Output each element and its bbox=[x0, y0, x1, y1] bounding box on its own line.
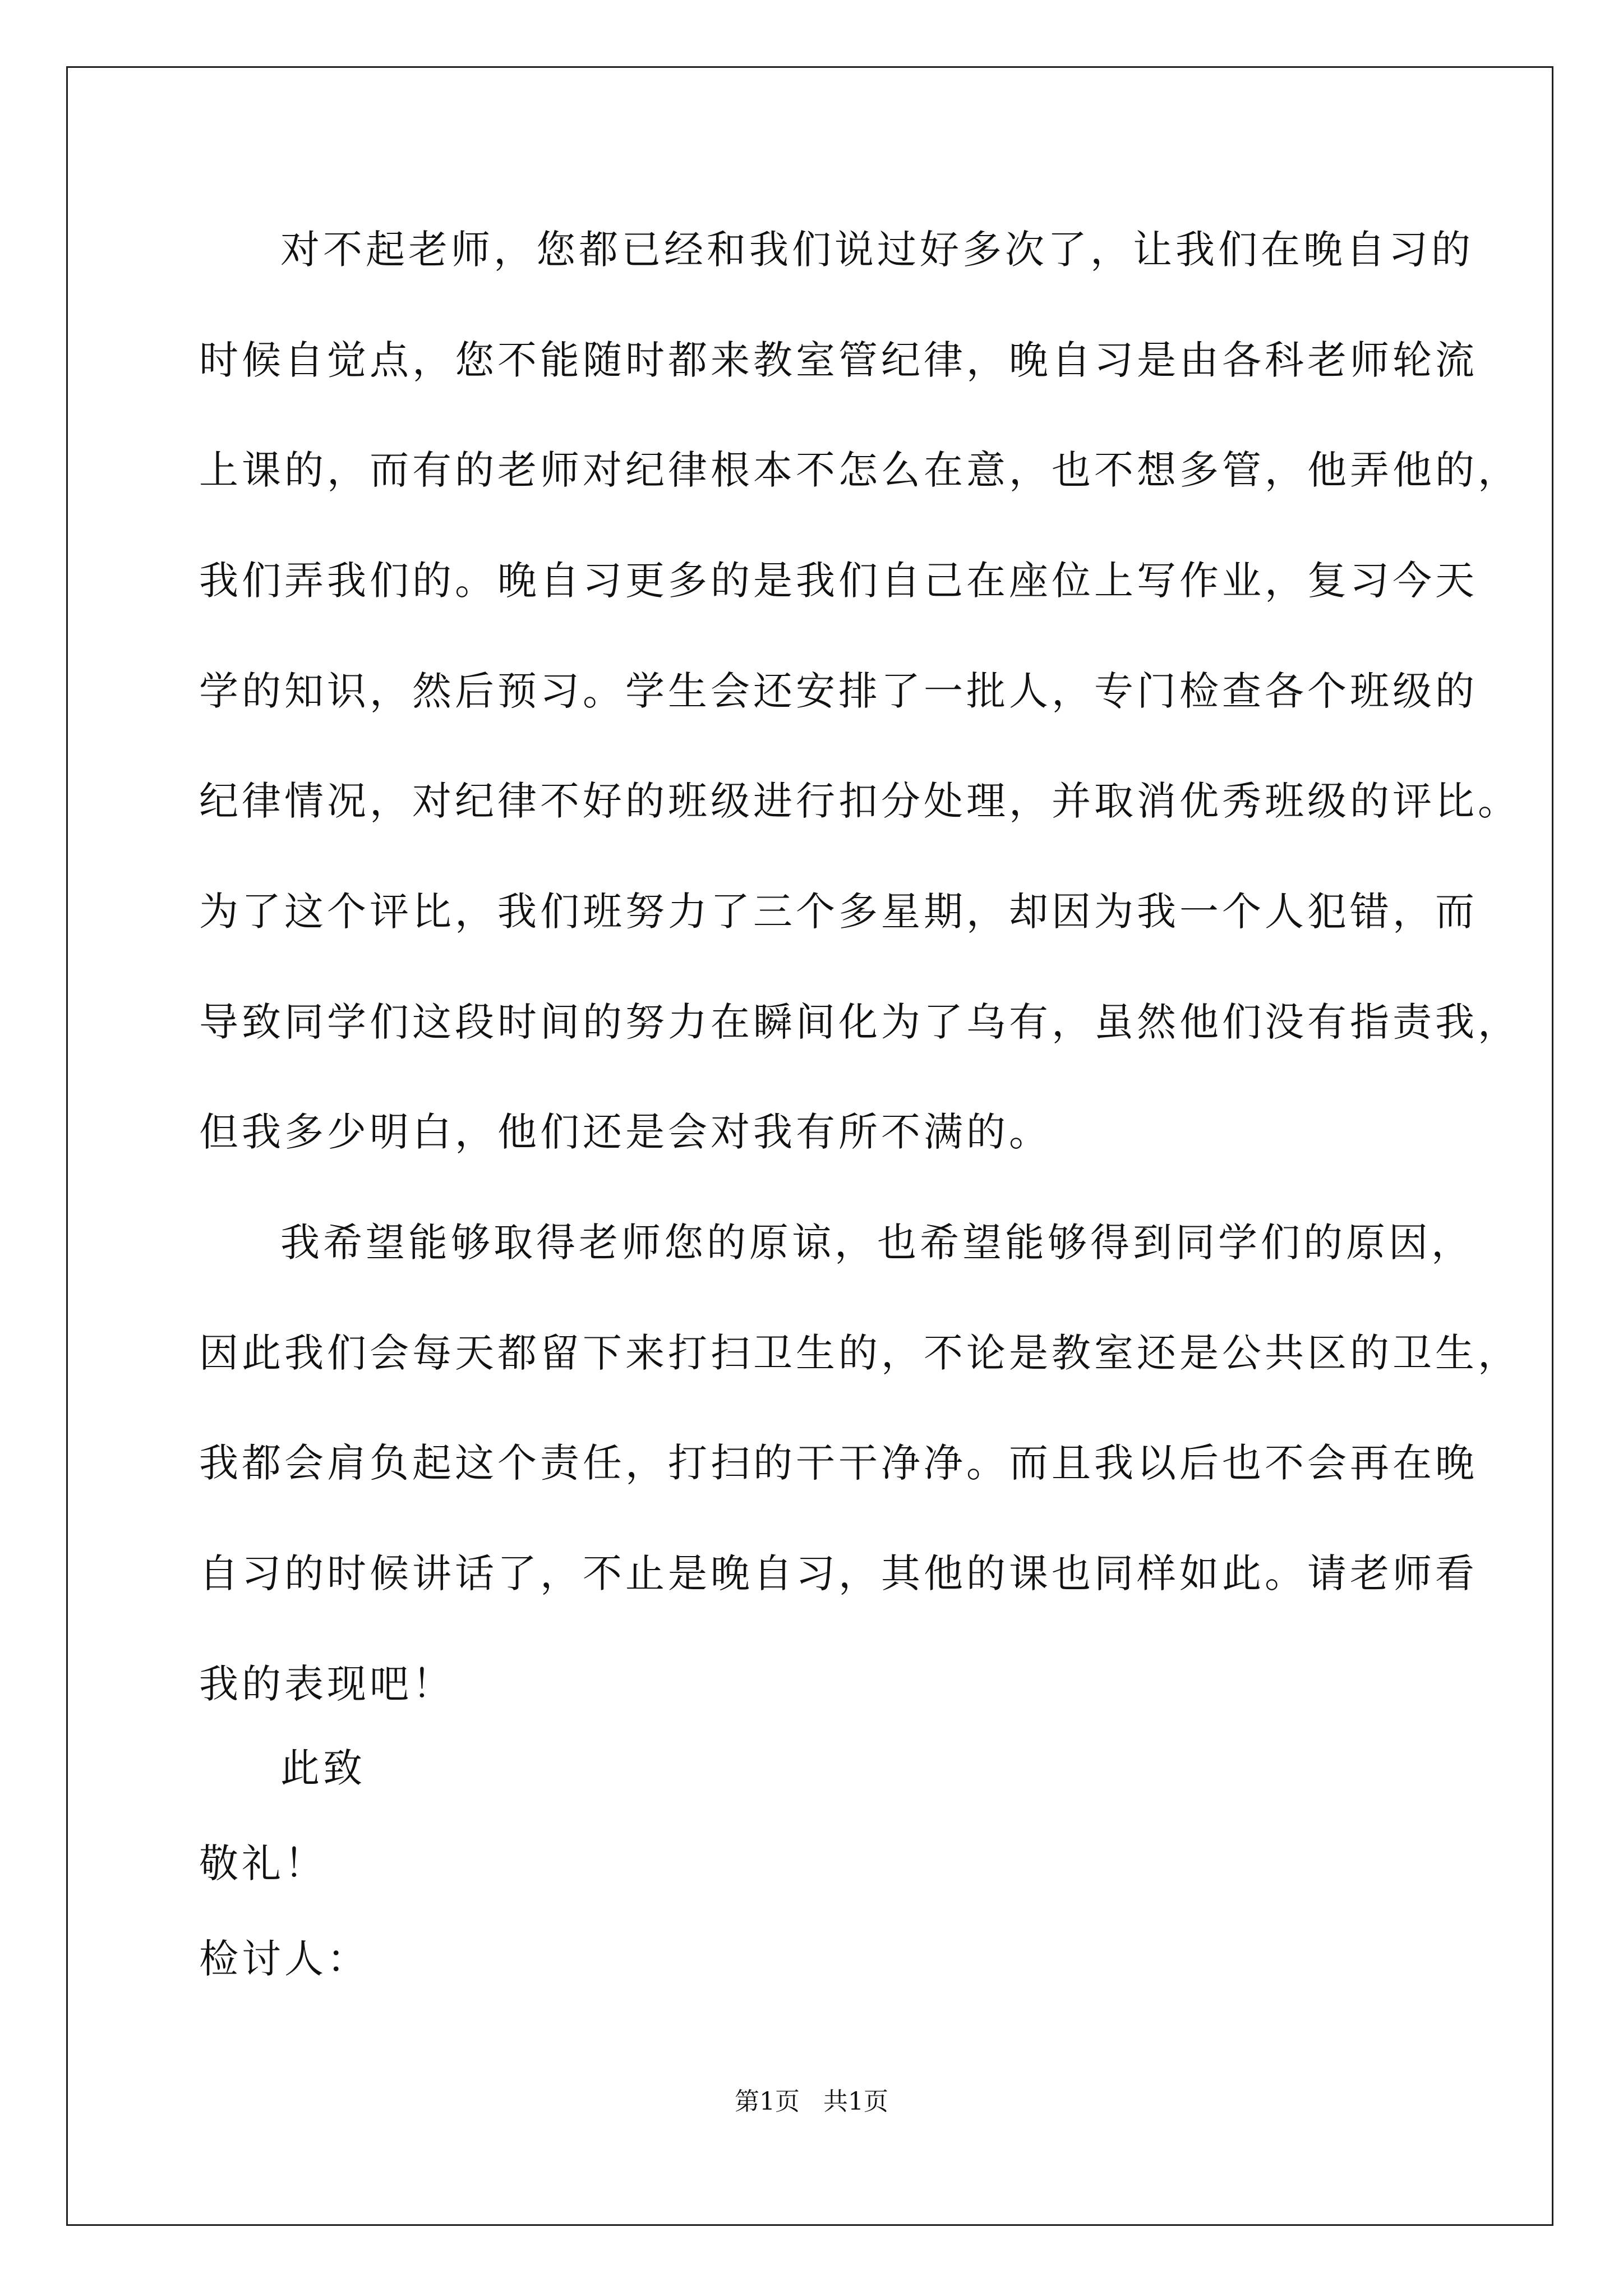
paragraph-line: 我们弄我们的。晚自习更多的是我们自己在座位上写作业，复习今天 bbox=[199, 558, 1478, 604]
paragraph-line: 导致同学们这段时间的努力在瞬间化为了乌有，虽然他们没有指责我， bbox=[199, 999, 1520, 1045]
paragraph-line: 自习的时候讲话了，不止是晚自习，其他的课也同样如此。请老师看 bbox=[199, 1550, 1478, 1596]
paragraph-line: 我希望能够取得老师您的原谅，也希望能够得到同学们的原因， bbox=[280, 1220, 1474, 1266]
signer-label: 检讨人： bbox=[199, 1936, 370, 1982]
closing-respect: 敬礼！ bbox=[199, 1841, 327, 1887]
page-number-footer: 第1页 共1页 bbox=[735, 2087, 888, 2116]
paragraph-line: 学的知识，然后预习。学生会还安排了一批人，专门检查各个班级的 bbox=[199, 668, 1478, 714]
paragraph-line: 为了这个评比，我们班努力了三个多星期，却因为我一个人犯错，而 bbox=[199, 889, 1478, 935]
closing-salutation: 此致 bbox=[280, 1745, 366, 1791]
paragraph-line: 我都会肩负起这个责任，打扫的干干净净。而且我以后也不会再在晚 bbox=[199, 1440, 1478, 1486]
paragraph-line: 但我多少明白，他们还是会对我有所不满的。 bbox=[199, 1109, 1052, 1155]
paragraph-line: 我的表现吧！ bbox=[199, 1661, 455, 1707]
paragraph-line: 时候自觉点，您不能随时都来教室管纪律，晚自习是由各科老师轮流 bbox=[199, 337, 1478, 383]
paragraph-line: 纪律情况，对纪律不好的班级进行扣分处理，并取消优秀班级的评比。 bbox=[199, 778, 1520, 824]
paragraph-line: 上课的，而有的老师对纪律根本不怎么在意，也不想多管，他弄他的， bbox=[199, 447, 1520, 493]
paragraph-line: 对不起老师，您都已经和我们说过好多次了，让我们在晚自习的 bbox=[280, 227, 1474, 273]
paragraph-line: 因此我们会每天都留下来打扫卫生的，不论是教室还是公共区的卫生， bbox=[199, 1330, 1520, 1376]
